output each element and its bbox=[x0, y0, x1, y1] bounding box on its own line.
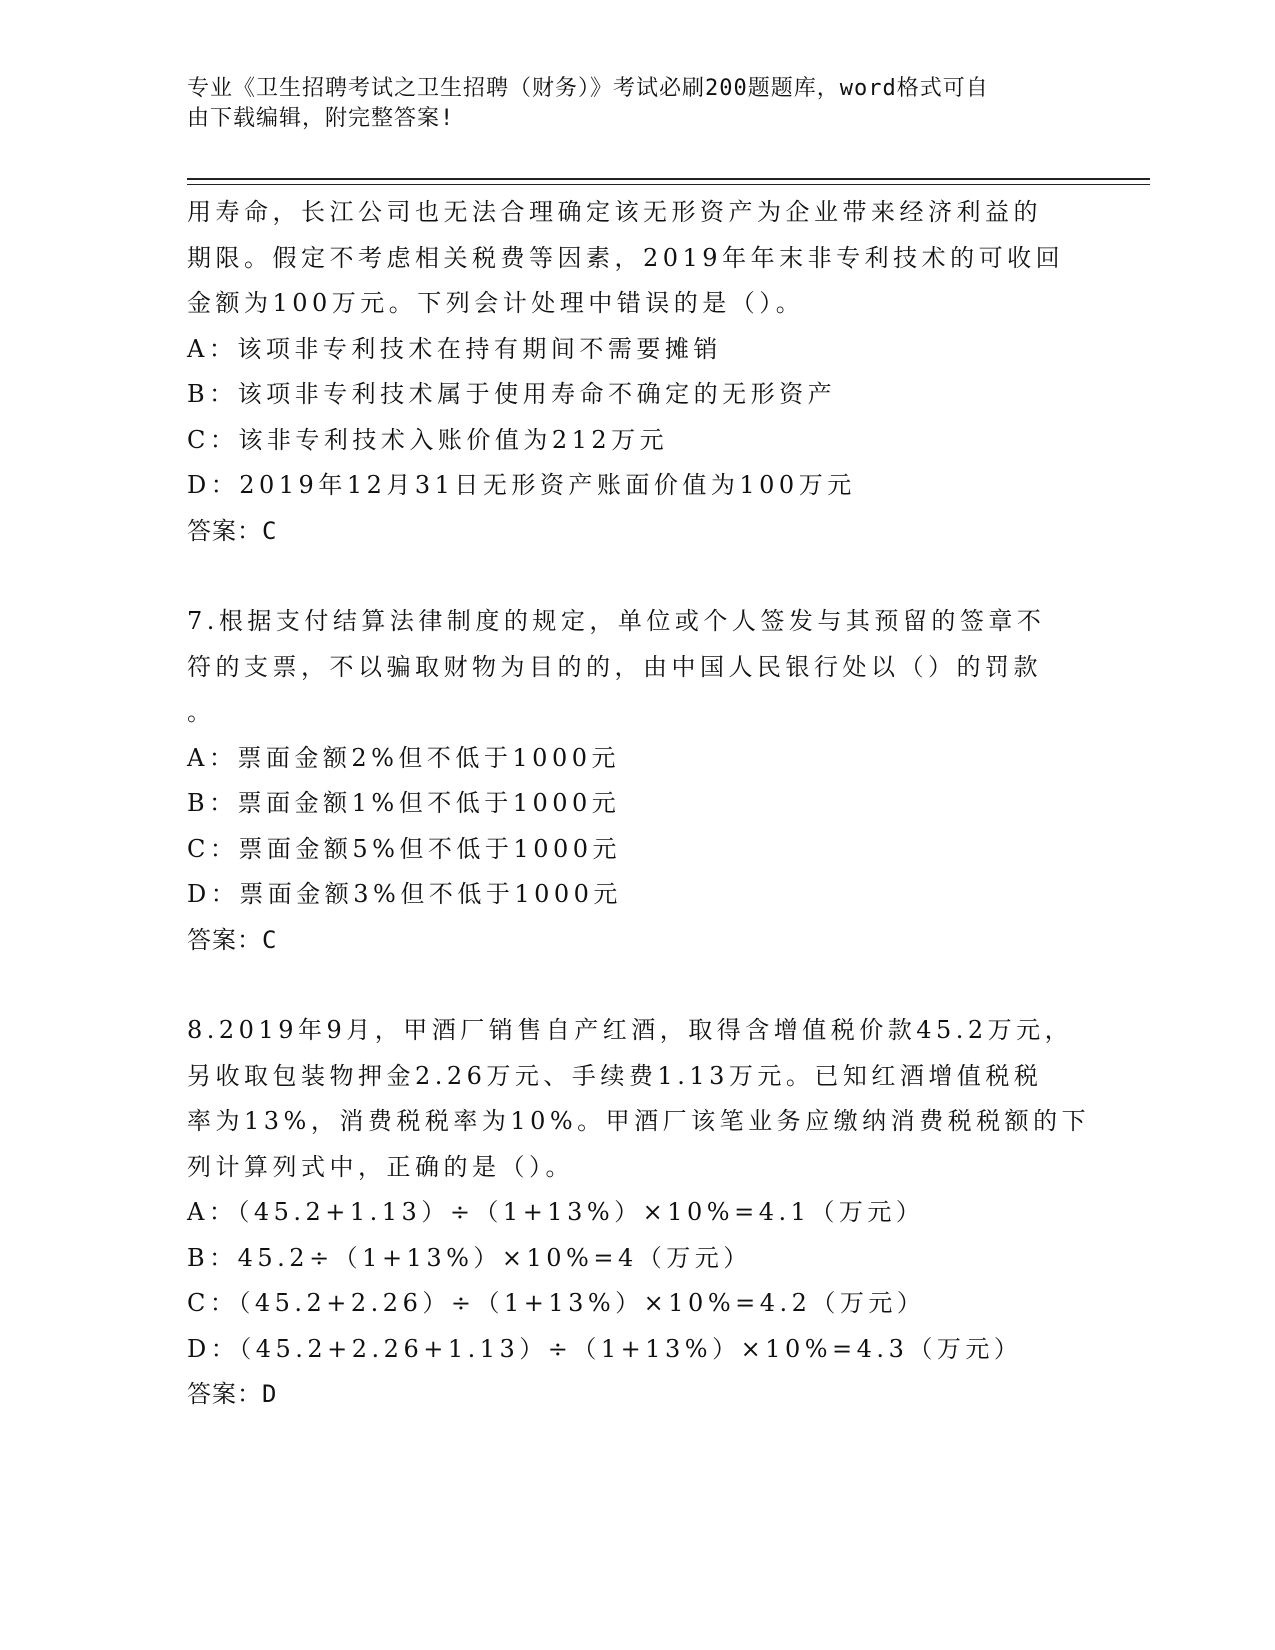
question-stem-line: 7.根据支付结算法律制度的规定，单位或个人签发与其预留的签章不 bbox=[187, 607, 1046, 635]
question-stem-line: 金额为100万元。下列会计处理中错误的是（）。 bbox=[187, 289, 805, 317]
question-8 bbox=[187, 1008, 1091, 1418]
header-line-1: 专业《卫生招聘考试之卫生招聘（财务）》考试必刷200题题库，word格式可自 bbox=[187, 76, 989, 101]
header-divider-thin bbox=[187, 184, 1150, 185]
question-6 bbox=[187, 190, 1087, 554]
question-stem-line: 。 bbox=[187, 698, 216, 726]
question-7 bbox=[187, 599, 1087, 963]
answer-line: 答案：D bbox=[187, 1380, 278, 1408]
document-body bbox=[187, 190, 1091, 1418]
option-d: D：票面金额3%但不低于1000元 bbox=[187, 880, 622, 908]
question-spacer bbox=[187, 554, 1087, 599]
question-stem-line: 另收取包装物押金2.26万元、手续费1.13万元。已知红酒增值税税 bbox=[187, 1061, 1043, 1090]
question-stem-line: 8.2019年9月，甲酒厂销售自产红酒，取得含增值税价款45.2万元， bbox=[187, 1016, 1074, 1044]
option-b: B：45.2÷（1+13%）×10%=4（万元） bbox=[187, 1243, 752, 1272]
question-spacer bbox=[187, 963, 1087, 1008]
option-c: C：（45.2+2.26）÷（1+13%）×10%=4.2（万元） bbox=[187, 1289, 926, 1317]
option-d: D：（45.2+2.26+1.13）÷（1+13%）×10%=4.3（万元） bbox=[187, 1334, 1023, 1363]
option-d: D：2019年12月31日无形资产账面价值为100万元 bbox=[187, 471, 856, 499]
option-b: B：该项非专利技术属于使用寿命不确定的无形资产 bbox=[187, 380, 837, 408]
question-stem-line: 列计算列式中，正确的是（）。 bbox=[187, 1152, 574, 1181]
question-stem-line: 用寿命，长江公司也无法合理确定该无形资产为企业带来经济利益的 bbox=[187, 198, 1042, 226]
header-divider-thick bbox=[187, 178, 1150, 180]
option-c: C：该非专利技术入账价值为212万元 bbox=[187, 425, 669, 454]
document-header bbox=[187, 74, 1087, 134]
option-b: B：票面金额1%但不低于1000元 bbox=[187, 789, 621, 817]
option-a: A：票面金额2%但不低于1000元 bbox=[187, 743, 620, 772]
header-line-2: 由下载编辑，附完整答案! bbox=[187, 106, 455, 131]
option-a: A：（45.2+1.13）÷（1+13%）×10%=4.1（万元） bbox=[187, 1198, 925, 1226]
option-a: A：该项非专利技术在持有期间不需要摊销 bbox=[187, 334, 722, 363]
answer-line: 答案：C bbox=[187, 925, 278, 954]
question-stem-line: 期限。假定不考虑相关税费等因素，2019年年末非专利技术的可收回 bbox=[187, 243, 1065, 272]
option-c: C：票面金额5%但不低于1000元 bbox=[187, 834, 622, 863]
question-stem-line: 率为13%，消费税税率为10%。甲酒厂该笔业务应缴纳消费税税额的下 bbox=[187, 1107, 1091, 1135]
question-stem-line: 符的支票，不以骗取财物为目的的，由中国人民银行处以（）的罚款 bbox=[187, 652, 1042, 681]
answer-line: 答案：C bbox=[187, 516, 278, 545]
